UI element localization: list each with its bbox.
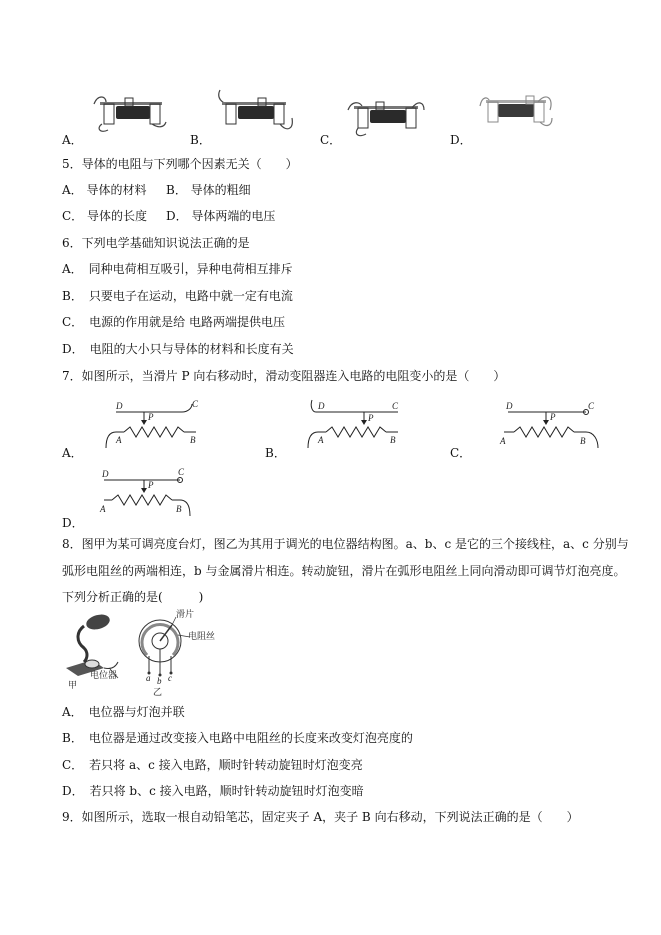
- terminal-a-label: A: [100, 504, 106, 514]
- slider-p-label: P: [148, 412, 154, 422]
- terminal-c-label: C: [392, 401, 399, 411]
- q6-option-a[interactable]: A． 同种电荷相互吸引，异种电荷相互排斥: [62, 262, 293, 276]
- terminal-a-label: a: [146, 673, 151, 683]
- terminal-c-label: C: [588, 401, 595, 411]
- figure-jia-label: 甲: [68, 680, 78, 690]
- slider-p-label: P: [368, 413, 374, 423]
- q5-option-a[interactable]: A． 导体的材料: [62, 183, 147, 197]
- q7-option-d[interactable]: D．: [62, 516, 84, 530]
- q7-stem: 7．如图所示，当滑片 P 向右移动时，滑动变阻器连入电路的电阻变小的是（ ）: [62, 369, 506, 383]
- q4-option-c[interactable]: C．: [320, 133, 342, 147]
- q4-option-a[interactable]: A．: [62, 133, 83, 147]
- potentiometer-label: 电位器: [90, 670, 118, 680]
- terminal-c-label: C: [178, 467, 185, 477]
- terminal-a-label: A: [500, 436, 506, 446]
- q9-stem: 9．如图所示，选取一根自动铅笔芯，固定夹子 A，夹子 B 向右移动，下列说法正确的是（ ）: [62, 810, 579, 824]
- q5-option-b[interactable]: B． 导体的粗细: [166, 183, 251, 197]
- terminal-b-label: B: [190, 435, 196, 445]
- q8-stem-line3: 下列分析正确的是( ): [62, 590, 204, 604]
- terminal-c-label: C: [192, 399, 199, 409]
- terminal-d-label: D: [102, 469, 109, 479]
- q8-option-d[interactable]: D． 若只将 b、c 接入电路，顺时针转动旋钮时灯泡变暗: [62, 784, 364, 798]
- q8-option-c[interactable]: C． 若只将 a、c 接入电路，顺时针转动旋钮时灯泡变亮: [62, 758, 363, 772]
- desk-lamp-figure: [62, 612, 132, 694]
- q5-option-c[interactable]: C． 导体的长度: [62, 209, 147, 223]
- q5-option-d[interactable]: D． 导体两端的电压: [166, 209, 276, 223]
- rheostat-photo-b: [214, 88, 296, 138]
- q6-option-b[interactable]: B． 只要电子在运动，电路中就一定有电流: [62, 289, 293, 303]
- figure-yi-label: 乙: [153, 687, 163, 697]
- rheostat-diagram-c: [496, 398, 602, 450]
- q8-option-b[interactable]: B． 电位器是通过改变接入电路中电阻丝的长度来改变灯泡亮度的: [62, 731, 413, 745]
- terminal-a-label: A: [318, 435, 324, 445]
- rheostat-photo-d: [476, 88, 556, 134]
- q5-stem: 5．导体的电阻与下列哪个因素无关（ ）: [62, 157, 298, 171]
- slider-p-label: P: [550, 412, 556, 422]
- rheostat-diagram-b: [306, 396, 412, 450]
- q8-option-a[interactable]: A． 电位器与灯泡并联: [62, 705, 185, 719]
- q8-stem-line2: 弧形电阻丝的两端相连，b 与金属滑片相连。转动旋钮，滑片在弧形电阻丝上同向滑动即可调节灯泡亮度。: [62, 564, 626, 578]
- terminal-b-label: b: [157, 676, 162, 686]
- terminal-d-label: D: [318, 401, 325, 411]
- rheostat-photo-a: [92, 88, 170, 138]
- q7-option-c[interactable]: C．: [450, 446, 472, 460]
- terminal-b-label: B: [580, 436, 586, 446]
- q6-option-d[interactable]: D． 电阻的大小只与导体的材料和长度有关: [62, 342, 294, 356]
- q8-stem-line1: 8．图甲为某可调亮度台灯，图乙为其用于调光的电位器结构图。a、b、c 是它的三个接线柱，a、c 分别与: [62, 537, 629, 551]
- terminal-d-label: D: [116, 401, 123, 411]
- terminal-c-label: c: [168, 673, 172, 683]
- potentiometer-structure-figure: [136, 609, 232, 697]
- terminal-b-label: B: [176, 504, 182, 514]
- slider-p-label: P: [148, 480, 154, 490]
- q4-option-b[interactable]: B．: [190, 133, 211, 147]
- rheostat-photo-c: [346, 96, 426, 140]
- rheostat-diagram-d: [92, 466, 198, 518]
- terminal-b-label: B: [390, 435, 396, 445]
- q7-option-a[interactable]: A．: [62, 446, 83, 460]
- terminal-d-label: D: [506, 401, 513, 411]
- q6-stem: 6．下列电学基础知识说法正确的是: [62, 236, 250, 250]
- q4-option-d[interactable]: D．: [450, 133, 472, 147]
- resistance-wire-label: 电阻丝: [188, 631, 216, 641]
- terminal-a-label: A: [116, 435, 122, 445]
- slider-label: 滑片: [176, 609, 195, 619]
- rheostat-diagram-a: [104, 398, 214, 450]
- q7-option-b[interactable]: B．: [265, 446, 286, 460]
- q6-option-c[interactable]: C． 电源的作用就是给 电路两端提供电压: [62, 315, 285, 329]
